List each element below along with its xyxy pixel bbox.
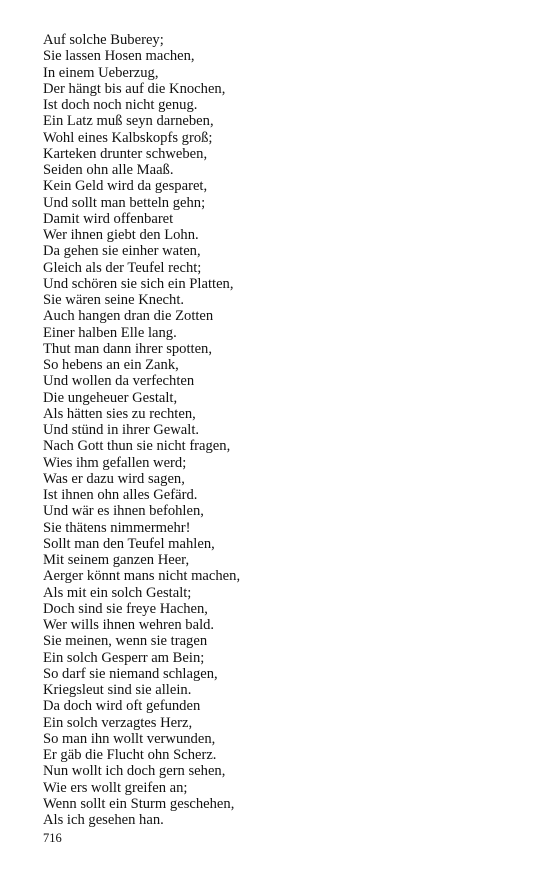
poem-line: Sie wären seine Knecht. <box>43 292 185 308</box>
poem-line: Der hängt bis auf die Knochen, <box>43 80 226 97</box>
poem-line: Und schören sie sich ein Platten, <box>43 275 234 292</box>
poem-line: Wies ihm gefallen werd; <box>43 454 187 471</box>
poem-line: So hebens an ein Zank, <box>43 357 179 373</box>
poem-line: Sie lassen Hosen machen, <box>43 48 195 65</box>
poem-line: Als ich gesehen han. <box>43 812 164 828</box>
poem-line: Aerger könnt mans nicht machen, <box>43 568 241 585</box>
poem-line: Ein solch Gesperr am Bein; <box>43 649 205 666</box>
poem-line: Wer ihnen giebt den Lohn. <box>43 227 199 243</box>
poem-line: Als mit ein solch Gestalt; <box>43 584 192 601</box>
poem-line: Und sollt man betteln gehn; <box>43 194 206 211</box>
poem-text <box>43 32 240 828</box>
poem-line: Auf solche Buberey; <box>43 32 164 48</box>
poem-line: Als hätten sies zu rechten, <box>43 405 196 422</box>
poem-line: Damit wird offenbaret <box>43 210 174 227</box>
poem-line: Wenn sollt ein Sturm geschehen, <box>43 795 235 812</box>
poem-line: Sollt man den Teufel mahlen, <box>43 535 215 552</box>
poem-line: Ein solch verzagtes Herz, <box>43 714 193 731</box>
poem-line: Doch sind sie freye Hachen, <box>43 600 208 617</box>
page-number: 716 <box>43 831 62 845</box>
poem-line: Ein Latz muß seyn darneben, <box>43 113 214 130</box>
poem-line: Nun wollt ich doch gern sehen, <box>43 763 226 780</box>
poem-line: Thut man dann ihrer spotten, <box>43 340 213 357</box>
poem-line: Gleich als der Teufel recht; <box>43 259 202 276</box>
poem-line: Kriegsleut sind sie allein. <box>43 682 192 698</box>
poem-line: Ist ihnen ohn alles Gefärd. <box>43 487 198 503</box>
poem-line: Karteken drunter schweben, <box>43 145 208 162</box>
poem-line: Wie ers wollt greifen an; <box>43 779 188 796</box>
poem-line: Wohl eines Kalbskopfs groß; <box>43 129 213 146</box>
poem-line: Da doch wird oft gefunden <box>43 698 201 715</box>
poem-line: So man ihn wollt verwunden, <box>43 730 216 747</box>
poem-line: Ist doch noch nicht genug. <box>43 97 198 113</box>
poem-line: Die ungeheuer Gestalt, <box>43 389 178 406</box>
poem-line: Einer halben Elle lang. <box>43 324 177 341</box>
poem-line: Auch hangen dran die Zotten <box>43 308 214 325</box>
poem-line: Da gehen sie einher waten, <box>43 243 201 260</box>
poem-line: Sie meinen, wenn sie tragen <box>43 633 208 650</box>
poem-line: In einem Ueberzug, <box>43 64 159 81</box>
poem-line: So darf sie niemand schlagen, <box>43 665 218 682</box>
poem-line: Kein Geld wird da gesparet, <box>43 178 208 195</box>
poem-line: Nach Gott thun sie nicht fragen, <box>43 438 231 455</box>
poem-line: Was er dazu wird sagen, <box>43 470 185 487</box>
poem-line: Und stünd in ihrer Gewalt. <box>43 422 200 438</box>
poem-line: Wer wills ihnen wehren bald. <box>43 617 215 633</box>
poem-line: Er gäb die Flucht ohn Scherz. <box>43 747 217 763</box>
poem-line: Seiden ohn alle Maaß. <box>43 162 174 178</box>
poem-line: Mit seinem ganzen Heer, <box>43 552 190 568</box>
poem-line: Und wollen da verfechten <box>43 373 195 390</box>
poem-line: Und wär es ihnen befohlen, <box>43 503 204 520</box>
poem-line: Sie thätens nimmermehr! <box>43 519 191 536</box>
